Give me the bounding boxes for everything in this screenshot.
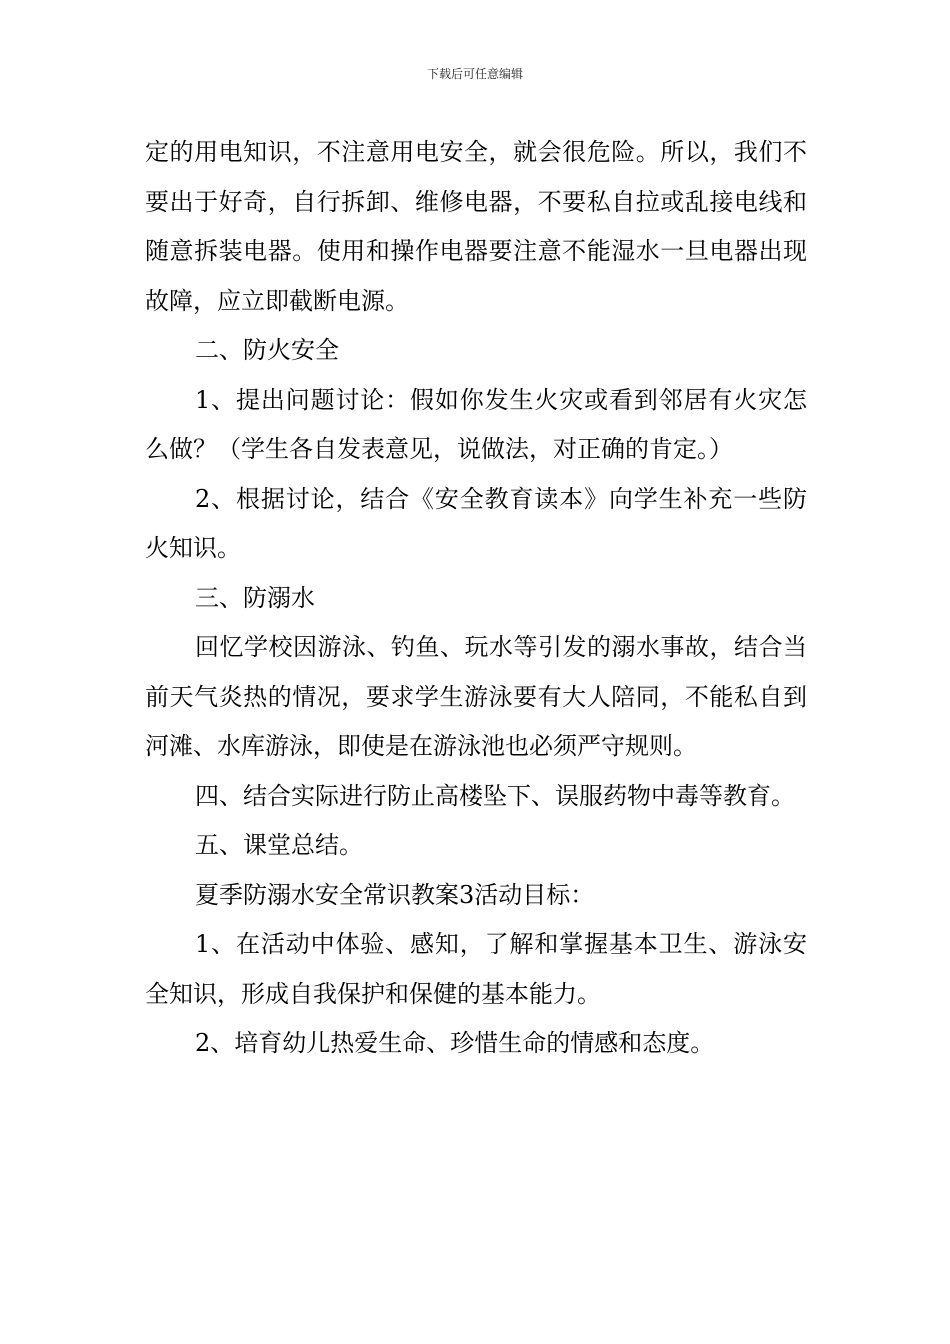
document-body bbox=[145, 128, 807, 1069]
paragraph-fire-knowledge: 2、根据讨论，结合《安全教育读本》向学生补充一些防火知识。 bbox=[145, 484, 807, 562]
objective-item-2: 2、培育幼儿热爱生命、珍惜生命的情感和态度。 bbox=[195, 1029, 715, 1057]
paragraph-drowning-recall: 回忆学校因游泳、钓鱼、玩水等引发的溺水事故，结合当前天气炎热的情况，要求学生游泳要有大人陪同，不能私自到河滩、水库游泳，即使是在游泳池也必须严守规则。 bbox=[145, 633, 807, 760]
heading-drowning-prevention: 三、防溺水 bbox=[195, 583, 315, 612]
heading-fire-safety: 二、防火安全 bbox=[195, 336, 339, 364]
objective-item-1: 1、在活动中体验、感知，了解和掌握基本卫生、游泳安全知识，形成自我保护和保健的基本能力。 bbox=[145, 930, 807, 1008]
heading-class-summary: 五、课堂总结。 bbox=[195, 831, 363, 859]
lesson-plan-3-objectives: 夏季防溺水安全常识教案3活动目标： bbox=[195, 880, 595, 909]
paragraph-fire-discussion: 1、提出问题讨论：假如你发生火灾或看到邻居有火灾怎么做？（学生各自发表意见，说做法，对正确的肯定。） bbox=[145, 385, 807, 463]
heading-fall-poison-education: 四、结合实际进行防止高楼坠下、误服药物中毒等教育。 bbox=[195, 781, 795, 810]
page-header: 下载后可任意编辑 bbox=[426, 67, 523, 81]
paragraph-electric-safety: 定的用电知识，不注意用电安全，就会很危险。所以，我们不要出于好奇，自行拆卸、维修电器，不要私自拉或乱接电线和随意拆装电器。使用和操作电器要注意不能湿水一旦电器出现故障，应立即截断电源。 bbox=[145, 138, 807, 315]
